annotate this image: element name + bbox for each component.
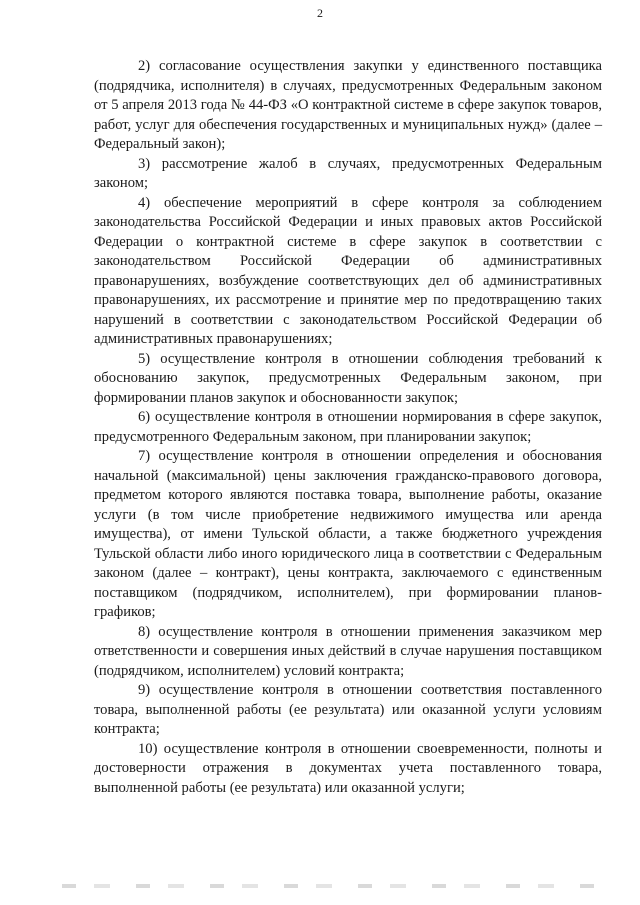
paragraph-item-3: 3) рассмотрение жалоб в случаях, предусмотренных Федеральным законом; [94, 155, 602, 191]
paragraph-item-2: 2) согласование осуществления закупки у единственного поставщика (подрядчика, исполнителя) в случаях, предусмотренных Федеральным законом от 5 апреля 2013 года № 44-ФЗ «О контрактной системе в сфере закупок товаров, работ, услуг для обеспечения государственных и муниципальных нужд» (далее – Федеральный закон); [94, 58, 602, 152]
paragraph-item-5: 5) осуществление контроля в отношении соблюдения требований к обоснованию закупок, предусмотренных Федеральным законом, при формировании планов закупок и обоснованности закупок; [94, 350, 602, 406]
scan-footer-artifact [36, 884, 606, 888]
document-body [94, 57, 602, 798]
paragraph-item-10: 10) осуществление контроля в отношении своевременности, полноты и достоверности отражения в документах учета поставленного товара, выполненной работы (ее результата) или оказанной услуги; [94, 740, 602, 796]
paragraph-item-8: 8) осуществление контроля в отношении применения заказчиком мер ответственности и совершения иных действий в случае нарушения поставщиком (подрядчиком, исполнителем) условий контракта; [94, 623, 602, 679]
paragraph-item-4: 4) обеспечение мероприятий в сфере контроля за соблюдением законодательства Российской Федерации и иных правовых актов Российской Федерации о контрактной системе в сфере закупок в соответствии с законодательством Российской Федерации об административных правонарушениях, возбуждение соответствующих дел об административных правонарушениях, их рассмотрение и принятие мер по предотвращению таких нарушений в соответствии с законодательством Российской Федерации об административных правонарушениях; [94, 194, 602, 347]
paragraph-item-7: 7) осуществление контроля в отношении определения и обоснования начальной (максимальной) цены заключения гражданско-правового договора, предметом которого являются поставка товара, выполнение работы, оказание услуги (в том числе приобретение недвижимого имущества или аренда имущества), от имени Тульской области, а также бюджетного учреждения Тульской области либо иного юридического лица в соответствии с Федеральным законом (далее – контракт), цены контракта, заключаемого с единственным поставщиком (подрядчиком, исполнителем), при формировании планов-графиков; [94, 448, 602, 620]
paragraph-item-9: 9) осуществление контроля в отношении соответствия поставленного товара, выполненной работы (ее результата) или оказанной услуги условиям контракта; [94, 682, 602, 737]
paragraph-item-6: 6) осуществление контроля в отношении нормирования в сфере закупок, предусмотренного Федеральным законом, при планировании закупок; [94, 409, 602, 445]
page-number: 2 [317, 6, 323, 20]
